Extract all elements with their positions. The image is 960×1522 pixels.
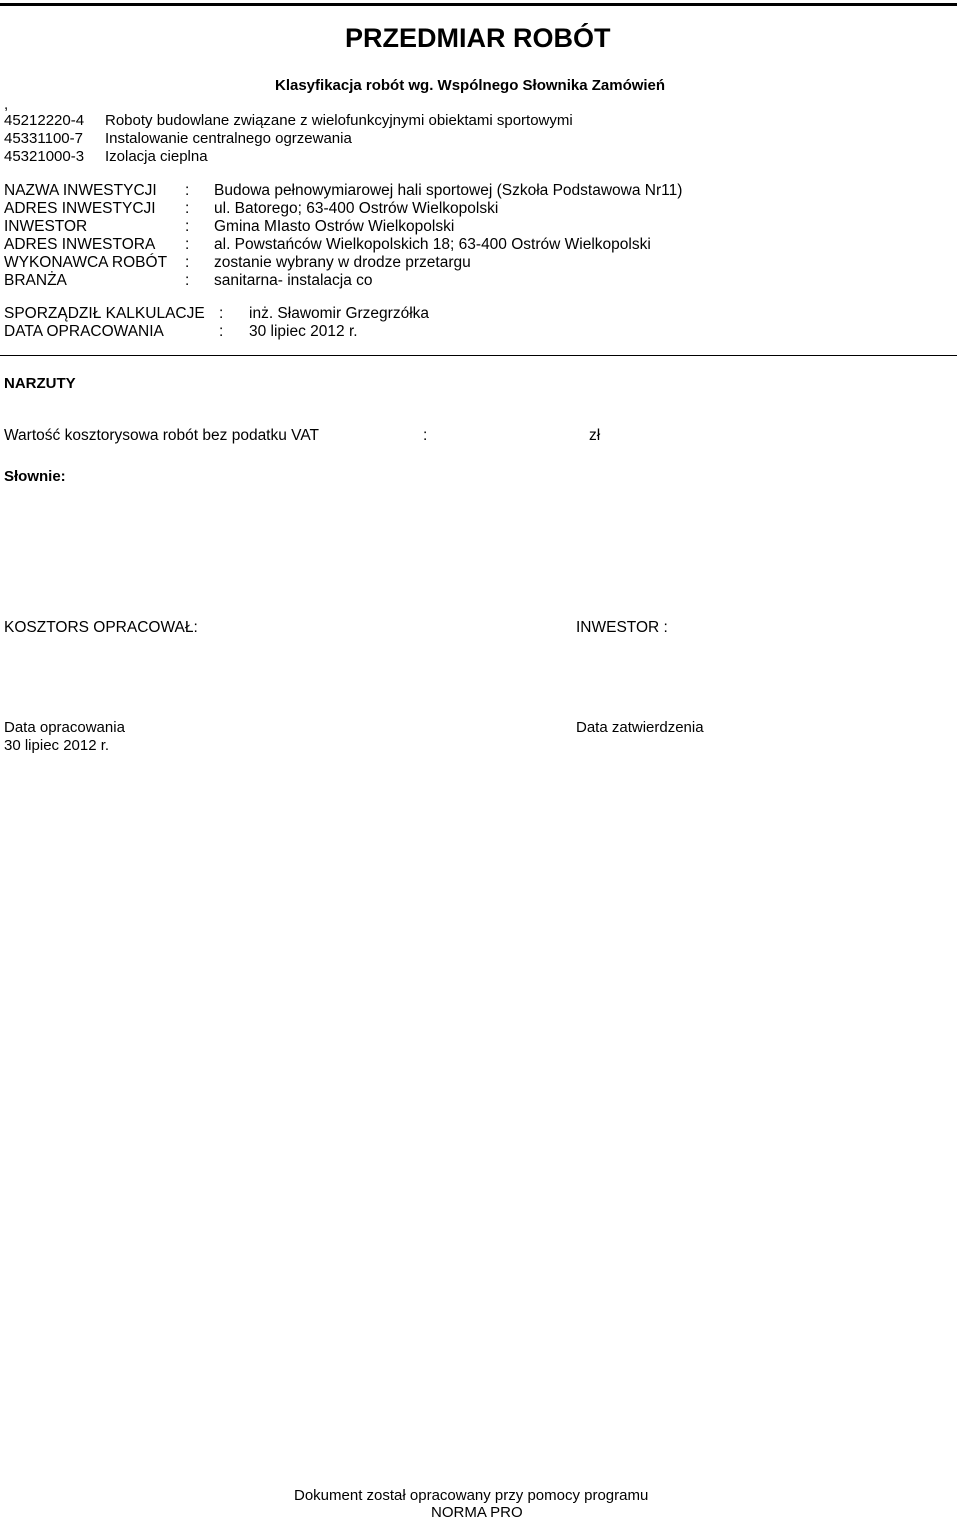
cpv-description: Instalowanie centralnego ogrzewania xyxy=(105,130,352,147)
detail-value-contractor: zostanie wybrany w drodze przetargu xyxy=(214,254,471,271)
cpv-description: Roboty budowlane związane z wielofunkcyjnymi obiektami sportowymi xyxy=(105,112,573,129)
narzuty-heading: NARZUTY xyxy=(4,375,76,392)
cpv-description: Izolacja cieplna xyxy=(105,148,208,165)
detail-label-investment-name: NAZWA INWESTYCJI xyxy=(4,182,157,199)
detail-label-investor: INWESTOR xyxy=(4,218,88,235)
classification-heading: Klasyfikacja robót wg. Wspólnego Słownika Zamówień xyxy=(275,77,666,94)
slownie-label: Słownie: xyxy=(4,468,66,485)
cpv-code: 45331100-7 xyxy=(4,130,83,147)
section-divider xyxy=(0,355,957,356)
prepared-colon: : xyxy=(219,323,224,340)
signature-investor: INWESTOR : xyxy=(576,619,668,636)
prep-date-value: 30 lipiec 2012 r. xyxy=(4,737,110,754)
cpv-code: 45321000-3 xyxy=(4,148,85,165)
top-rule xyxy=(0,3,957,6)
detail-colon: : xyxy=(185,182,190,199)
prep-date-label: Data opracowania xyxy=(4,719,125,736)
detail-colon: : xyxy=(185,272,190,289)
detail-colon: : xyxy=(185,236,190,253)
detail-label-contractor: WYKONAWCA ROBÓT xyxy=(4,254,168,271)
detail-label-investment-address: ADRES INWESTYCJI xyxy=(4,200,156,217)
prepared-colon: : xyxy=(219,305,224,322)
prepared-label-date: DATA OPRACOWANIA xyxy=(4,323,164,340)
cpv-code: 45212220-4 xyxy=(4,112,85,129)
cost-value-label: Wartość kosztorysowa robót bez podatku VAT xyxy=(4,427,320,444)
detail-value-investment-address: ul. Batorego; 63-400 Ostrów Wielkopolski xyxy=(214,200,499,217)
detail-value-investor-address: al. Powstańców Wielkopolskich 18; 63-400 Ostrów Wielkopolski xyxy=(214,236,651,253)
footer-line-2: NORMA PRO xyxy=(431,1504,523,1521)
detail-value-investment-name: Budowa pełnowymiarowej hali sportowej (Szkoła Podstawowa Nr11) xyxy=(214,182,683,199)
prepared-label-calculator: SPORZĄDZIŁ KALKULACJE xyxy=(4,305,205,322)
detail-label-branch: BRANŻA xyxy=(4,272,67,289)
cost-value-colon: : xyxy=(423,427,428,444)
signature-prepared-by: KOSZTORS OPRACOWAŁ: xyxy=(4,619,198,636)
approval-date-label: Data zatwierdzenia xyxy=(576,719,704,736)
cost-value-currency: zł xyxy=(589,427,601,444)
detail-colon: : xyxy=(185,218,190,235)
detail-value-investor: Gmina MIasto Ostrów Wielkopolski xyxy=(214,218,455,235)
prepared-value-calculator: inż. Sławomir Grzegrzółka xyxy=(249,305,430,322)
prepared-value-date: 30 lipiec 2012 r. xyxy=(249,323,358,340)
detail-value-branch: sanitarna- instalacja co xyxy=(214,272,373,289)
detail-label-investor-address: ADRES INWESTORA xyxy=(4,236,156,253)
document-title: PRZEDMIAR ROBÓT xyxy=(345,23,611,53)
footer-line-1: Dokument został opracowany przy pomocy programu xyxy=(294,1487,649,1504)
detail-colon: : xyxy=(185,200,190,217)
detail-colon: : xyxy=(185,254,190,271)
classification-separator: , xyxy=(4,96,9,113)
